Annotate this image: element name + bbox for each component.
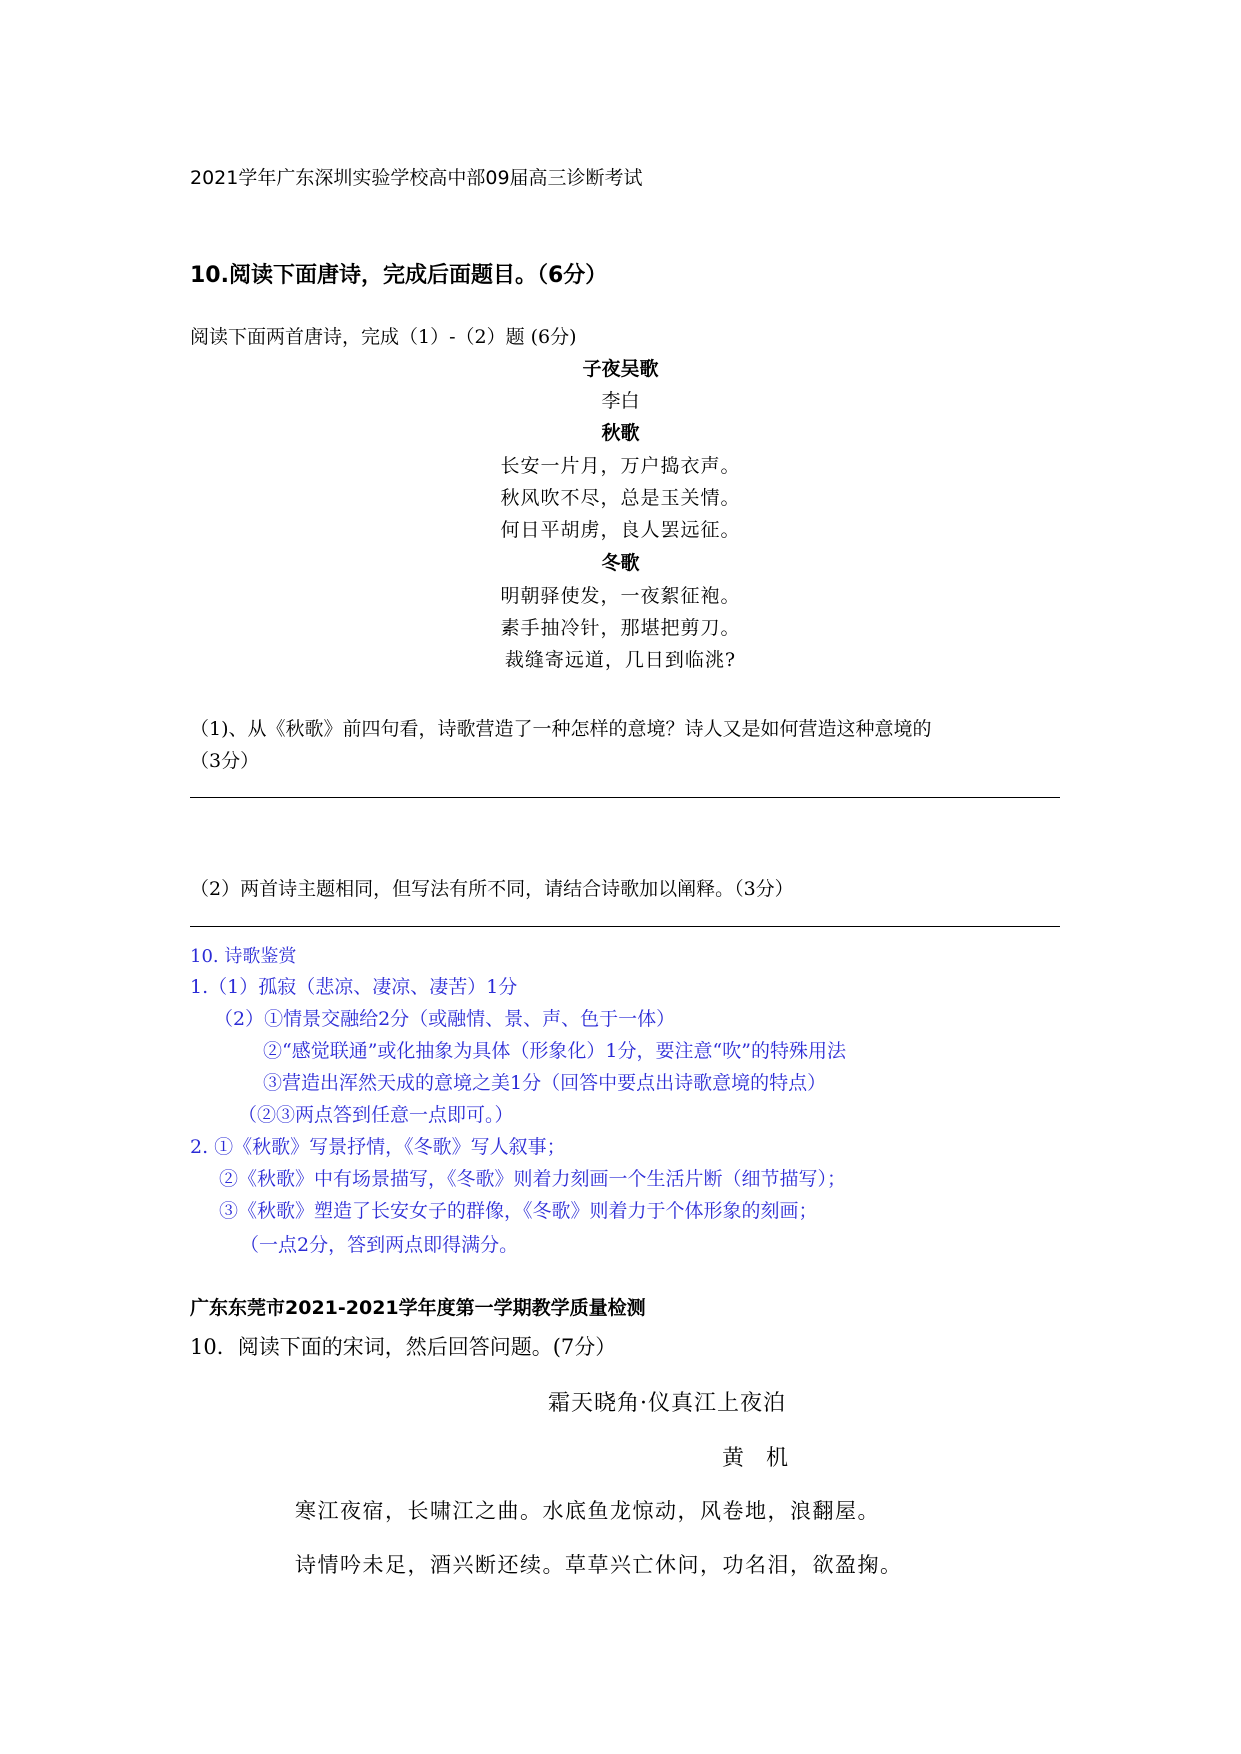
question-2-text: （2）两首诗主题相同，但写法有所不同，请结合诗歌加以阐释。（3分） [190,878,794,900]
answer-header: 10. 诗歌鉴赏 [190,946,297,967]
poem1-title: 秋歌 [601,422,640,444]
poem2-line: 裁缝寄远道，几日到临洮? [504,649,737,671]
answer-line: （一点2分，答到两点即得满分。 [240,1234,519,1256]
answer-line: 1.（1）孤寂（悲凉、凄凉、凄苦）1分 [190,976,518,998]
question-1-points: （3分） [190,750,260,772]
poem-group-title: 子夜吴歌 [582,358,659,380]
answer-line: （②③两点答到任意一点即可。） [238,1104,514,1126]
poem1-line: 秋风吹不尽，总是玉关情。 [500,487,741,509]
answer-line: 2. ①《秋歌》写景抒情，《冬歌》写人叙事； [190,1136,566,1158]
song-poem-line: 寒江夜宿，长啸江之曲。水底鱼龙惊动，风卷地，浪翻屋。 [295,1499,880,1523]
poem1-line: 何日平胡虏，良人罢远征。 [500,519,741,541]
answer-line: ③营造出浑然天成的意境之美1分（回答中要点出诗歌意境的特点） [263,1072,827,1094]
answer-line: ②《秋歌》中有场景描写，《冬歌》则着力刻画一个生活片断（细节描写）； [219,1168,847,1190]
question-title-2: 10．阅读下面的宋词，然后回答问题。(7分） [190,1335,617,1359]
song-poem-author: 黄 机 [722,1446,789,1471]
question-1-text: （1)、从《秋歌》前四句看，诗歌营造了一种怎样的意境？诗人又是如何营造这种意境的 [190,718,932,740]
answer-line-1 [190,797,1060,798]
song-poem-title: 霜天晓角·仪真江上夜泊 [548,1391,786,1416]
poem-author: 李白 [601,390,640,412]
poem1-line: 长安一片月，万户捣衣声。 [500,455,741,477]
poem2-line: 明朝驿使发，一夜絮征袍。 [500,585,741,607]
answer-line: ③《秋歌》塑造了长安女子的群像，《冬歌》则着力于个体形象的刻画； [219,1200,818,1222]
song-poem-line: 诗情吟未足，酒兴断还续。草草兴亡休问，功名泪，欲盈掬。 [295,1553,903,1577]
instruction: 阅读下面两首唐诗，完成（1）-（2）题 (6分) [190,326,577,348]
exam-source-title-2: 广东东莞市2021-2021学年度第一学期教学质量检测 [190,1297,646,1319]
answer-line: （2）①情景交融给2分（或融情、景、声、色于一体） [214,1008,676,1030]
poem2-line: 素手抽冷针，那堪把剪刀。 [500,617,741,639]
question-title: 10.阅读下面唐诗，完成后面题目。（6分） [190,263,608,288]
answer-line: ②“感觉联通”或化抽象为具体（形象化）1分，要注意“吹”的特殊用法 [263,1040,846,1062]
answer-line-2 [190,926,1060,927]
poem2-title: 冬歌 [601,552,640,574]
exam-source-title: 2021学年广东深圳实验学校高中部09届高三诊断考试 [190,167,643,189]
